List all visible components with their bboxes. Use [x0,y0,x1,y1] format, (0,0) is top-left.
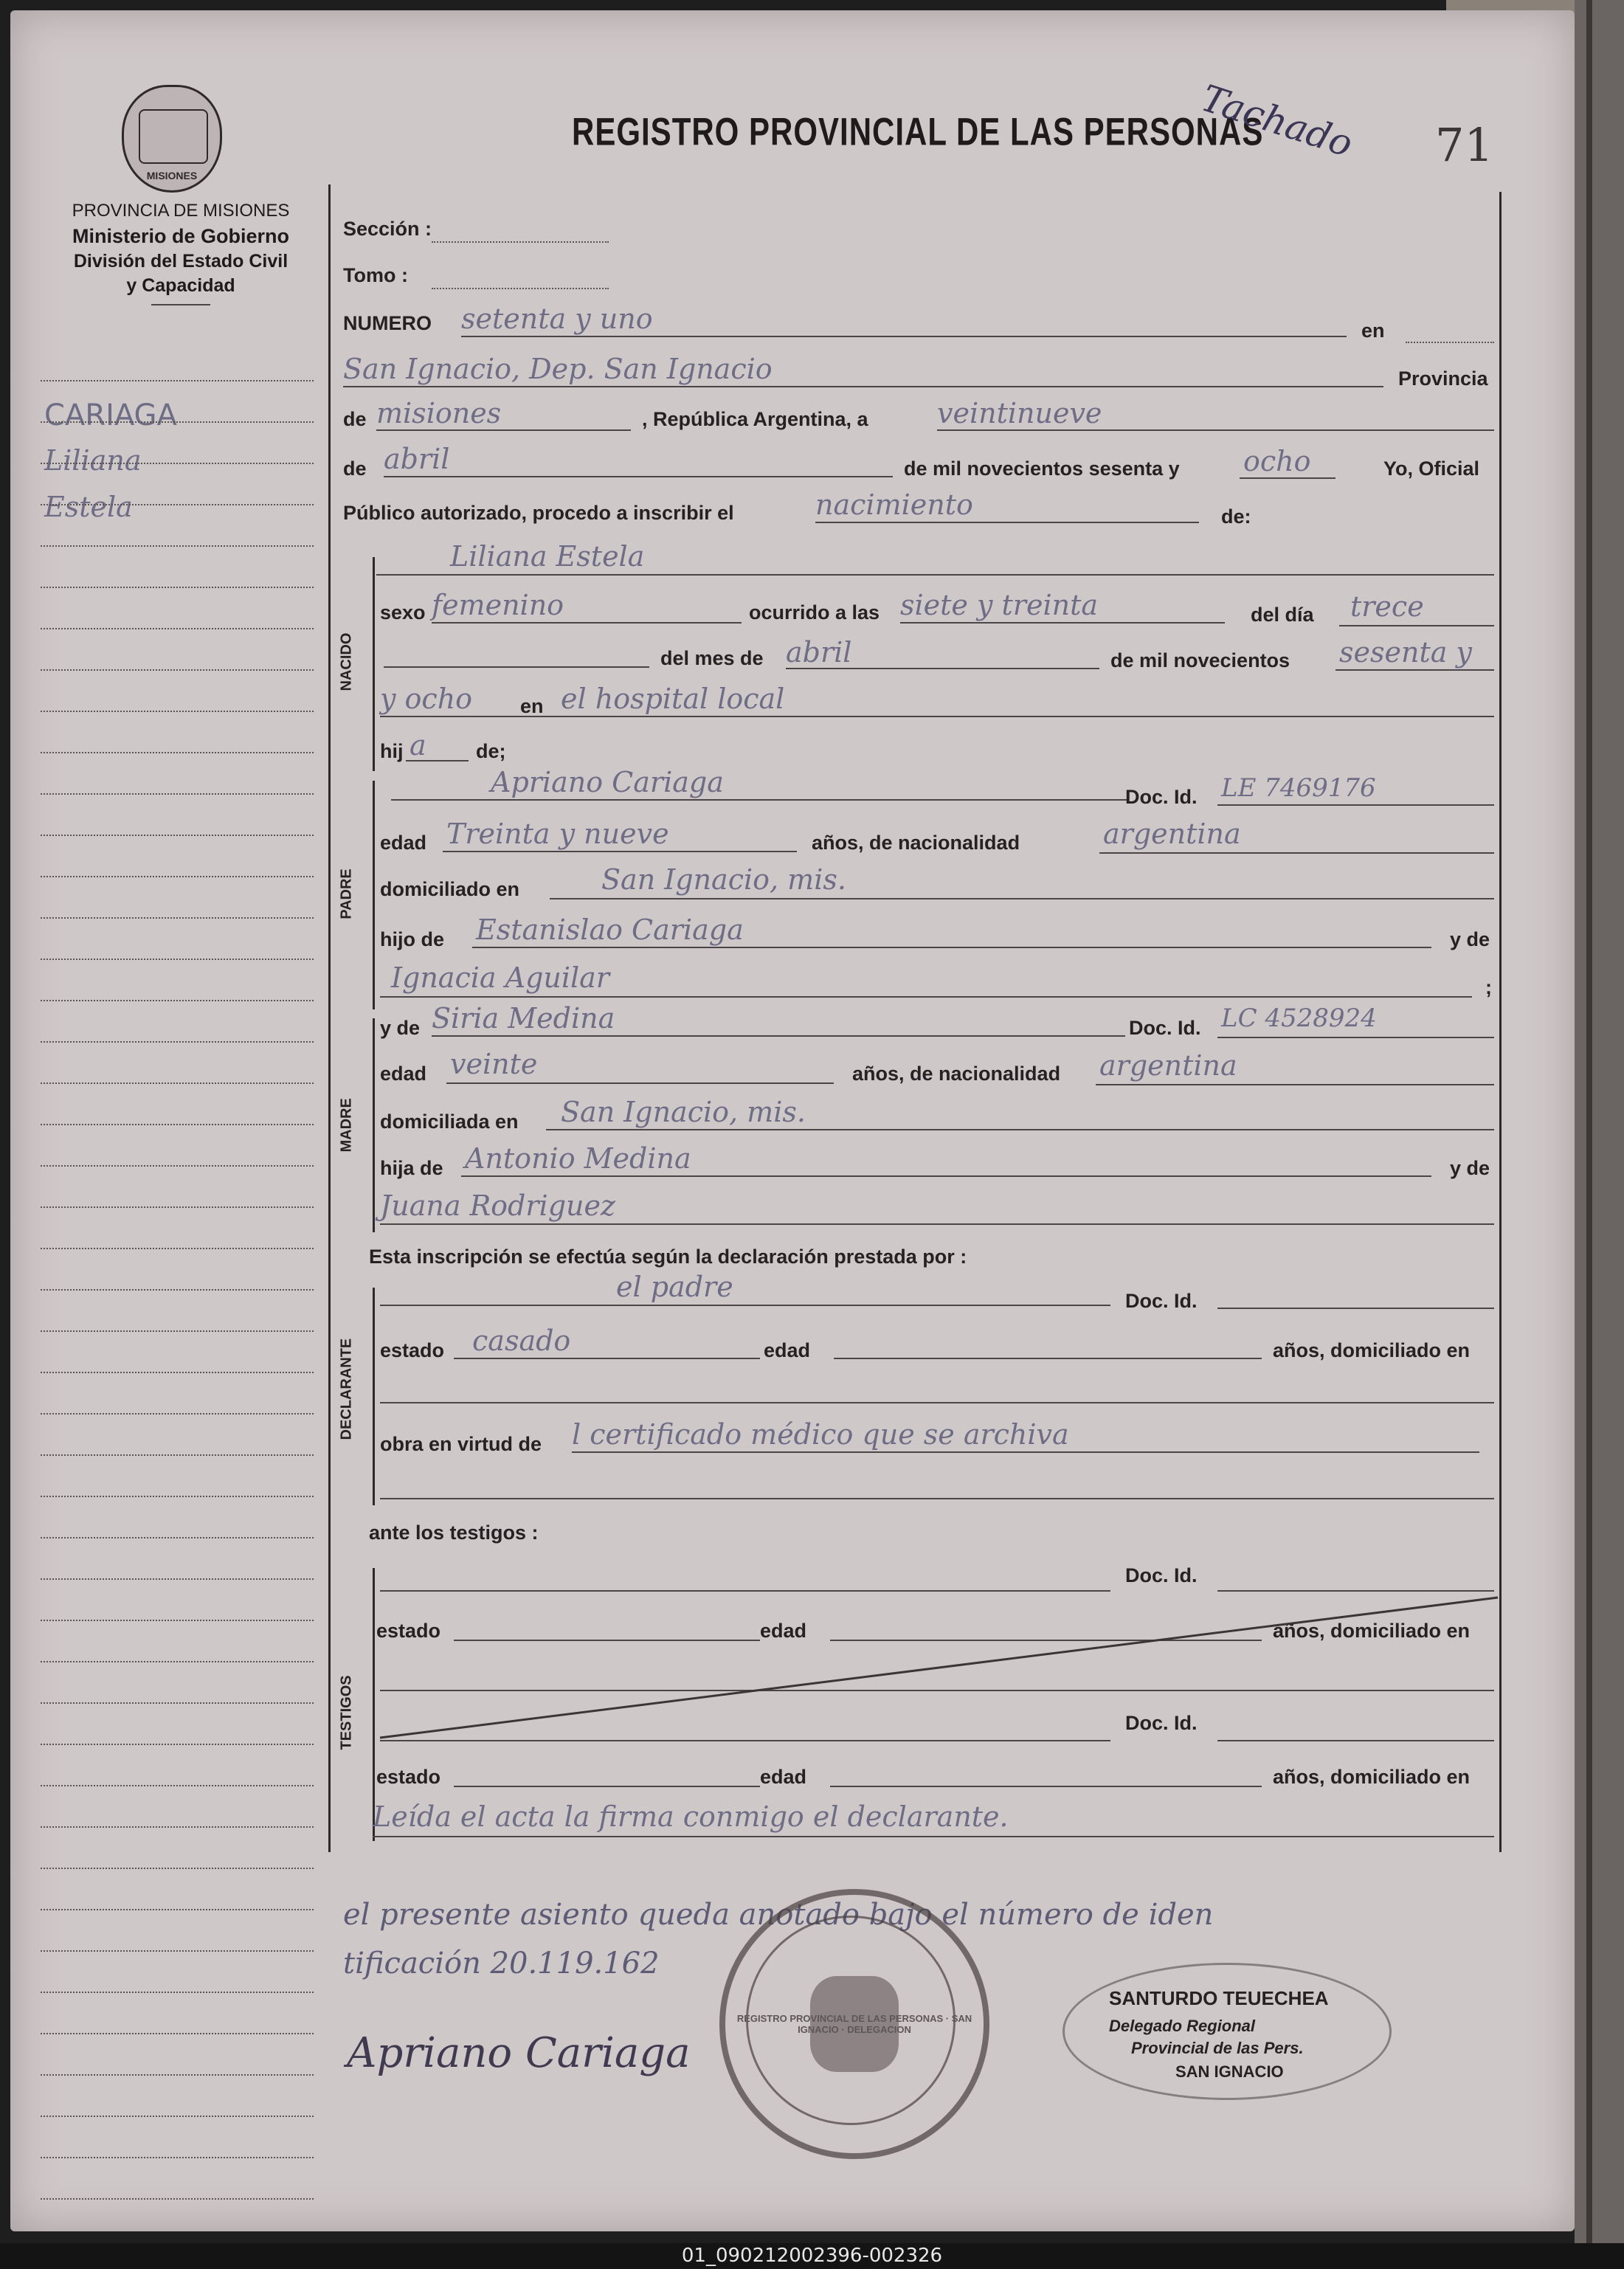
testigo2-edad-label: edad [760,1766,807,1788]
obra-value: l certificado médico que se archiva [572,1418,1069,1451]
madre-dom-value: San Ignacio, mis. [561,1096,806,1128]
testigo1-doc-label: Doc. Id. [1125,1564,1198,1586]
leida-value: Leída el acta la firma conmigo el declarante. [373,1800,1009,1833]
acto-value: nacimiento [815,488,973,521]
padre-hijo-de-label: hijo de [380,928,444,950]
madre-doc-value: LC 4528924 [1221,1004,1377,1033]
madre-dom-label: domiciliada en [380,1111,519,1133]
declarante-doc-label: Doc. Id. [1125,1290,1198,1312]
testigo2-estado-label: estado [376,1766,441,1788]
padre-nac-value: argentina [1103,818,1241,850]
declarante-side-label: DECLARANTE [338,1338,355,1440]
testigo2-doc-label: Doc. Id. [1125,1712,1198,1734]
provincia-value: misiones [376,397,502,429]
tomo-label: Tomo : [343,264,408,286]
page-number: 71 [1435,118,1493,172]
padre-dom-value: San Ignacio, mis. [601,863,846,896]
de-mil-label: de mil novecientos sesenta y [904,457,1180,480]
de-colon-label: de: [1221,505,1251,528]
mes-nac-value: abril [786,636,852,669]
division-label: División del Estado Civil [73,251,288,272]
padre-anos-label: años, de nacionalidad [812,832,1020,854]
padre-nombre-value: Apriano Cariaga [491,766,724,798]
madre-side-label: MADRE [338,1098,355,1153]
madre-doc-label: Doc. Id. [1129,1017,1201,1039]
madre-edad-value: veinte [450,1048,538,1080]
margin-name-2: Estela [44,491,133,523]
padre-edad-value: Treinta y nueve [446,818,669,850]
madre-padre-value: Antonio Medina [465,1142,691,1175]
madre-y-de-label-2: y de [1450,1157,1490,1179]
provincia-label: Provincia [1398,367,1488,390]
madre-nac-value: argentina [1099,1049,1237,1082]
padre-madre-value: Ignacia Aguilar [391,961,610,994]
yo-oficial-label: Yo, Oficial [1383,457,1480,480]
lugar-nac-value: el hospital local [561,683,785,715]
declarante-estado-value: casado [472,1325,571,1357]
numero-value: setenta y uno [461,303,653,335]
padre-doc-label: Doc. Id. [1125,786,1198,808]
lugar-value: San Ignacio, Dep. San Ignacio [343,353,773,385]
seal-lettering: MISIONES [146,170,198,182]
testigos-intro-label: ante los testigos : [369,1522,539,1544]
en-label: en [1361,320,1385,342]
padre-dom-label: domiciliado en [380,878,520,900]
testigos-side-label: TESTIGOS [338,1675,355,1750]
madre-hija-de-label: hija de [380,1157,443,1179]
father-signature: Apriano Cariaga [347,2029,691,2077]
declarante-value: el padre [616,1271,733,1303]
ministry-label: Ministerio de Gobierno [72,225,290,247]
nombre-value: Liliana Estela [450,540,645,573]
dia-value: veintinueve [937,397,1102,429]
declarante-anos-label: años, domiciliado en [1273,1339,1471,1361]
official-stamp-name: SANTURDO TEUECHEA [1109,1987,1329,2009]
del-mes-label: del mes de [660,647,764,669]
padre-semicolon: ; [1485,976,1492,998]
hora-value: siete y treinta [900,589,1099,621]
padre-side-label: PADRE [338,868,355,919]
ocurrido-label: ocurrido a las [749,601,880,624]
del-dia-label: del día [1251,604,1314,626]
nota-line-1: el presente asiento queda anotado bajo el número de iden [343,1898,1214,1932]
de-label-2: de [343,457,367,480]
round-official-stamp [719,1889,989,2159]
republica-label: , República Argentina, a [642,408,868,430]
dia-nac-value: trece [1350,590,1424,623]
official-stamp [1062,1963,1392,2100]
scan-filename: 01_090212002396-002326 [0,2243,1624,2269]
padre-y-de-label: y de [1450,928,1490,950]
seccion-label: Sección : [343,218,432,240]
madre-y-de-label: y de [380,1017,421,1039]
declarante-edad-label: edad [764,1339,811,1361]
official-stamp-role: Delegado Regional [1109,2017,1256,2035]
sexo-label: sexo [380,601,426,624]
testigo1-edad-label: edad [760,1620,807,1642]
anio-value: ocho [1243,445,1311,477]
page-title: REGISTRO PROVINCIAL DE LAS PERSONAS [572,110,1264,153]
de-mil-2-label: de mil novecientos [1110,649,1290,671]
publico-label: Público autorizado, procedo a inscribir el [343,502,734,524]
mes-value: abril [384,443,450,475]
division-label-2: y Capacidad [126,275,235,296]
padre-edad-label: edad [380,832,427,854]
de-label: de [343,408,367,430]
testigo1-anos-label: años, domiciliado en [1273,1620,1471,1642]
anio-nac-value-1: sesenta y [1339,636,1472,669]
top-signature: Tachado [1196,76,1358,166]
anio-nac-value-2: y ocho [380,683,473,715]
margin-surname: CARIAGA [44,398,177,432]
madre-nombre-value: Siria Medina [432,1002,615,1035]
madre-madre-value: Juana Rodriguez [380,1189,616,1222]
sexo-value: femenino [432,589,564,621]
madre-edad-label: edad [380,1063,427,1085]
hij-label: hij [380,740,404,762]
official-stamp-place: SAN IGNACIO [1175,2062,1284,2081]
testigo1-estado-label: estado [376,1620,441,1642]
en-label-2: en [520,695,544,717]
declaracion-label: Esta inscripción se efectúa según la declaración prestada por : [369,1246,967,1268]
declarante-estado-label: estado [380,1339,445,1361]
leida-line [373,1836,1494,1837]
nota-line-2: tificación 20.119.162 [343,1947,660,1980]
obra-label: obra en virtud de [380,1433,542,1455]
de-semi-label: de; [476,740,506,762]
numero-label: NUMERO [343,312,432,334]
madre-anos-label: años, de nacionalidad [852,1063,1061,1085]
padre-padre-value: Estanislao Cariaga [476,914,744,946]
round-stamp-text: REGISTRO PROVINCIAL DE LAS PERSONAS · SAN IGNACIO · DELEGACION [736,2013,972,2035]
nacido-side-label: NACIDO [338,632,355,691]
testigo2-anos-label: años, domiciliado en [1273,1766,1471,1788]
padre-doc-value: LE 7469176 [1221,773,1376,803]
province-label: PROVINCIA DE MISIONES [72,201,290,221]
official-stamp-role-2: Provincial de las Pers. [1131,2039,1304,2057]
hij-suffix-value: a [410,729,426,761]
margin-name-1: Liliana [44,444,142,477]
